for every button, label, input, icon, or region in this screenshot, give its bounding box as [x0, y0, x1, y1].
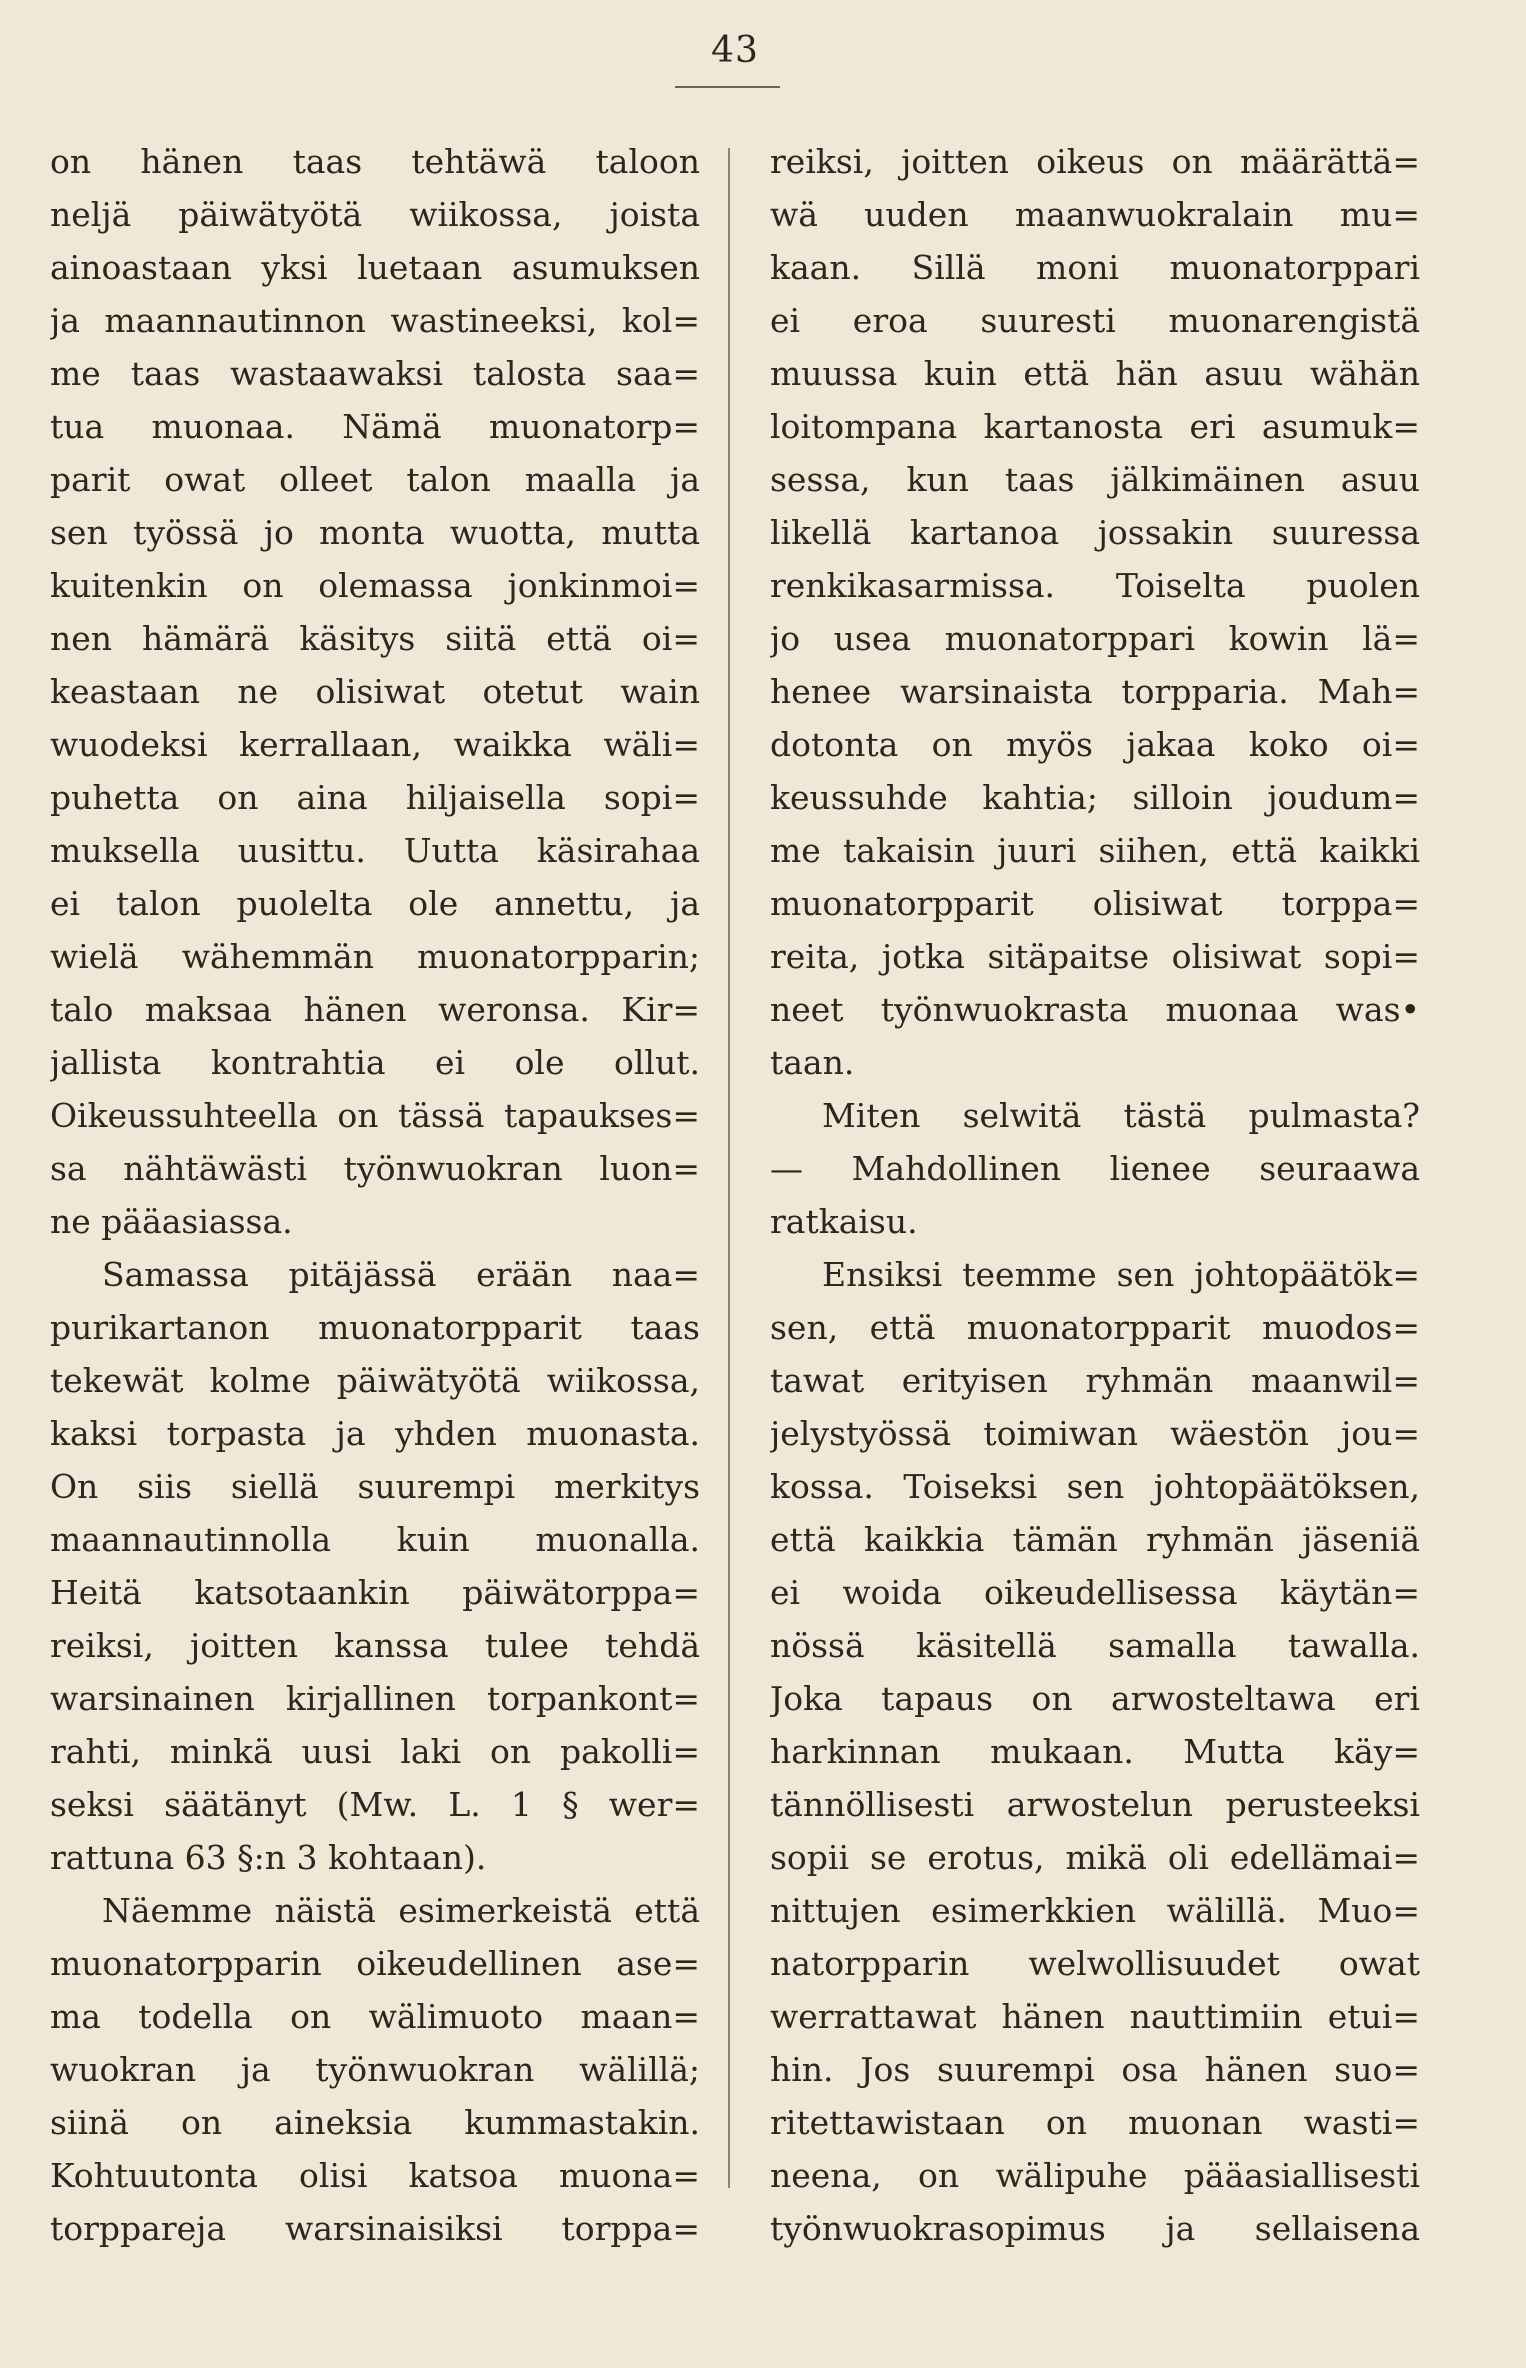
text-line: on hänen taas tehtäwä taloon: [50, 142, 700, 181]
text-line: likellä kartanoa jossakin suuressa: [770, 513, 1420, 552]
text-line: neljä päiwätyötä wiikossa, joista: [50, 195, 700, 234]
text-line: jallista kontrahtia ei ole ollut.: [50, 1043, 700, 1082]
text-line: reiksi, joitten kanssa tulee tehdä: [50, 1626, 700, 1665]
text-line: jo usea muonatorppari kowin lä=: [770, 619, 1420, 658]
text-line: muussa kuin että hän asuu wähän: [770, 354, 1420, 393]
text-line: wä uuden maanwuokralain mu=: [770, 195, 1420, 234]
left-text-column: [50, 135, 700, 2255]
text-line: torppareja warsinaisiksi torppa=: [50, 2209, 700, 2248]
text-line: werrattawat hänen nauttimiin etui=: [770, 1997, 1420, 2036]
text-line: Samassa pitäjässä erään naa=: [102, 1255, 700, 1294]
text-line: kuitenkin on olemassa jonkinmoi=: [50, 566, 700, 605]
text-line: tua muonaa. Nämä muonatorp=: [50, 407, 700, 446]
text-line: ratkaisu.: [770, 1202, 918, 1241]
text-line: sessa, kun taas jälkimäinen asuu: [770, 460, 1420, 499]
text-line: parit owat olleet talon maalla ja: [50, 460, 700, 499]
text-line: neena, on wälipuhe pääasiallisesti: [770, 2156, 1420, 2195]
text-line: ei woida oikeudellisessa käytän=: [770, 1573, 1420, 1612]
text-line: dotonta on myös jakaa koko oi=: [770, 725, 1420, 764]
text-line: neet työnwuokrasta muonaa was•: [770, 990, 1420, 1029]
text-line: me takaisin juuri siihen, että kaikki: [770, 831, 1420, 870]
text-line: muksella uusittu. Uutta käsirahaa: [50, 831, 700, 870]
text-line: sen työssä jo monta wuotta, mutta: [50, 513, 700, 552]
text-line: ei eroa suuresti muonarengistä: [770, 301, 1420, 340]
text-line: natorpparin welwollisuudet owat: [770, 1944, 1420, 1983]
right-text-column: [770, 135, 1420, 2255]
text-line: talo maksaa hänen weronsa. Kir=: [50, 990, 700, 1029]
text-line: seksi säätänyt (Mw. L. 1 § wer=: [50, 1785, 700, 1824]
text-line: purikartanon muonatorpparit taas: [50, 1308, 700, 1347]
header-rule: [675, 86, 780, 88]
text-line: — Mahdollinen lienee seuraawa: [770, 1149, 1420, 1188]
text-line: reiksi, joitten oikeus on määrättä=: [770, 142, 1420, 181]
column-divider: [728, 148, 730, 2188]
text-line: wuodeksi kerrallaan, waikka wäli=: [50, 725, 700, 764]
text-line: kaan. Sillä moni muonatorppari: [770, 248, 1420, 287]
text-line: kossa. Toiseksi sen johtopäätöksen,: [770, 1467, 1420, 1506]
text-line: henee warsinaista torpparia. Mah=: [770, 672, 1420, 711]
text-line: siinä on aineksia kummastakin.: [50, 2103, 700, 2142]
text-line: hin. Jos suurempi osa hänen suo=: [770, 2050, 1420, 2089]
text-line: wuokran ja työnwuokran wälillä;: [50, 2050, 700, 2089]
text-line: Miten selwitä tästä pulmasta?: [822, 1096, 1420, 1135]
text-line: wielä wähemmän muonatorpparin;: [50, 937, 700, 976]
text-line: renkikasarmissa. Toiselta puolen: [770, 566, 1420, 605]
text-line: ei talon puolelta ole annettu, ja: [50, 884, 700, 923]
text-line: kaksi torpasta ja yhden muonasta.: [50, 1414, 700, 1453]
text-line: sen, että muonatorpparit muodos=: [770, 1308, 1420, 1347]
text-line: warsinainen kirjallinen torpankont=: [50, 1679, 700, 1718]
text-line: sopii se erotus, mikä oli edellämai=: [770, 1838, 1420, 1877]
text-line: Ensiksi teemme sen johtopäätök=: [822, 1255, 1420, 1294]
text-line: muonatorpparit olisiwat torppa=: [770, 884, 1420, 923]
text-line: maannautinnolla kuin muonalla.: [50, 1520, 700, 1559]
text-line: sa nähtäwästi työnwuokran luon=: [50, 1149, 700, 1188]
text-line: nössä käsitellä samalla tawalla.: [770, 1626, 1420, 1665]
text-line: Kohtuutonta olisi katsoa muona=: [50, 2156, 700, 2195]
text-line: reita, jotka sitäpaitse olisiwat sopi=: [770, 937, 1420, 976]
text-line: me taas wastaawaksi talosta saa=: [50, 354, 700, 393]
text-line: työnwuokrasopimus ja sellaisena: [770, 2209, 1420, 2248]
text-line: tawat erityisen ryhmän maanwil=: [770, 1361, 1420, 1400]
text-line: tekewät kolme päiwätyötä wiikossa,: [50, 1361, 700, 1400]
text-line: Oikeussuhteella on tässä tapaukses=: [50, 1096, 700, 1135]
text-line: ne pääasiassa.: [50, 1202, 293, 1241]
text-line: puhetta on aina hiljaisella sopi=: [50, 778, 700, 817]
text-line: On siis siellä suurempi merkitys: [50, 1467, 700, 1506]
text-line: Heitä katsotaankin päiwätorppa=: [50, 1573, 700, 1612]
text-line: rattuna 63 §:n 3 kohtaan).: [50, 1838, 487, 1877]
text-line: että kaikkia tämän ryhmän jäseniä: [770, 1520, 1420, 1559]
text-line: jelystyössä toimiwan wäestön jou=: [770, 1414, 1420, 1453]
text-line: muonatorpparin oikeudellinen ase=: [50, 1944, 700, 1983]
text-line: taan.: [770, 1043, 855, 1082]
text-line: keussuhde kahtia; silloin joudum=: [770, 778, 1420, 817]
text-line: tännöllisesti arwostelun perusteeksi: [770, 1785, 1420, 1824]
text-line: rahti, minkä uusi laki on pakolli=: [50, 1732, 700, 1771]
text-line: ja maannautinnon wastineeksi, kol=: [50, 301, 700, 340]
text-line: ritettawistaan on muonan wasti=: [770, 2103, 1420, 2142]
page-number: 43: [711, 30, 759, 71]
text-line: harkinnan mukaan. Mutta käy=: [770, 1732, 1420, 1771]
text-line: Näemme näistä esimerkeistä että: [102, 1891, 700, 1930]
text-line: keastaan ne olisiwat otetut wain: [50, 672, 700, 711]
text-line: ma todella on wälimuoto maan=: [50, 1997, 700, 2036]
text-line: nittujen esimerkkien wälillä. Muo=: [770, 1891, 1420, 1930]
text-line: Joka tapaus on arwosteltawa eri: [770, 1679, 1420, 1718]
text-line: ainoastaan yksi luetaan asumuksen: [50, 248, 700, 287]
text-line: loitompana kartanosta eri asumuk=: [770, 407, 1420, 446]
text-line: nen hämärä käsitys siitä että oi=: [50, 619, 700, 658]
